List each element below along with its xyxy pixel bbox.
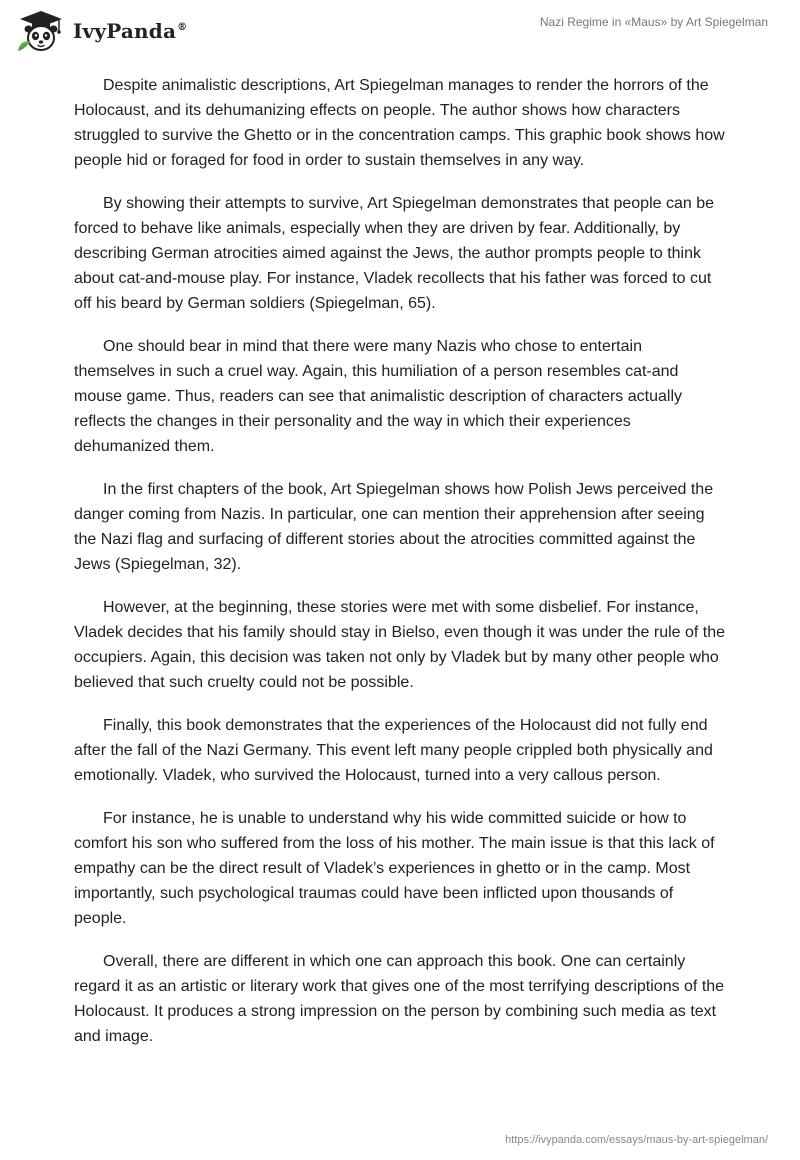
paragraph: One should bear in mind that there were many Nazis who chose to entertain themselves in such a cruel way. Again, this humiliation of a person resembles cat-and mouse game. Thus, readers can see that animalistic description of characters actually reflects the changes in their personality and the way in which their experiences dehumanized them. [74,338,682,455]
brand-name [73,19,187,43]
paragraph: In the first chapters of the book, Art Spiegelman shows how Polish Jews perceived the danger coming from Nazis. In particular, one can mention their apprehension after seeing the Nazi flag and surfacing of different stories about the atrocities committed against the Jews (Spiegelman, 32). [74,481,714,573]
essay-body [74,73,726,1067]
paragraph: Overall, there are different in which one can approach this book. One can certainly regard it as an artistic or literary work that gives one of the most terrifying descriptions of the Holocaust. It produces a strong impression on the person by combining such media as text and image. [74,953,725,1045]
paragraph: Despite animalistic descriptions, Art Spiegelman manages to render the horrors of the Holocaust, and its dehumanizing effects on people. The author shows how characters struggled to survive the Ghetto or in the concentration camps. This graphic book shows how people hid or foraged for food in order to sustain themselves in any way. [74,77,725,169]
paragraph: By showing their attempts to survive, Art Spiegelman demonstrates that people can be forced to behave like animals, especially when they are driven by fear. Additionally, by describing German atrocities aimed against the Jews, the author prompts people to think about cat-and-mouse play. For instance, Vladek recollects that his father was forced to cut off his beard by German soldiers (Spiegelman, 65). [74,195,714,312]
paragraph: For instance, he is unable to understand why his wide committed suicide or how to comfort his son who suffered from the loss of his mother. The main issue is that this lack of empathy can be the direct result of Vladek’s experiences in ghetto or in the camp. Most importantly, such psychological traumas could have been inflicted upon thousands of people. [74,810,715,927]
ivypanda-logo[interactable] [15,9,187,53]
document-title: Nazi Regime in «Maus» by Art Spiegelman [539,15,768,29]
paragraph: Finally, this book demonstrates that the experiences of the Holocaust did not fully end after the fall of the Nazi Germany. This event left many people crippled both physically and emotionally. Vladek, who survived the Holocaust, turned into a very callous person. [74,717,713,784]
panda-graduate-icon [15,9,67,53]
source-url-link[interactable]: https://ivypanda.com/essays/maus-by-art-spiegelman/ [505,1134,768,1146]
paragraph: However, at the beginning, these stories were met with some disbelief. For instance, Vladek decides that his family should stay in Bielso, even though it was under the rule of the occupiers. Again, this decision was taken not only by Vladek but by many other people who believed that such cruelty could not be possible. [74,599,726,691]
brand-name-text: IvyPanda [73,19,177,43]
registered-mark: ® [177,22,188,34]
page-header [0,0,800,60]
